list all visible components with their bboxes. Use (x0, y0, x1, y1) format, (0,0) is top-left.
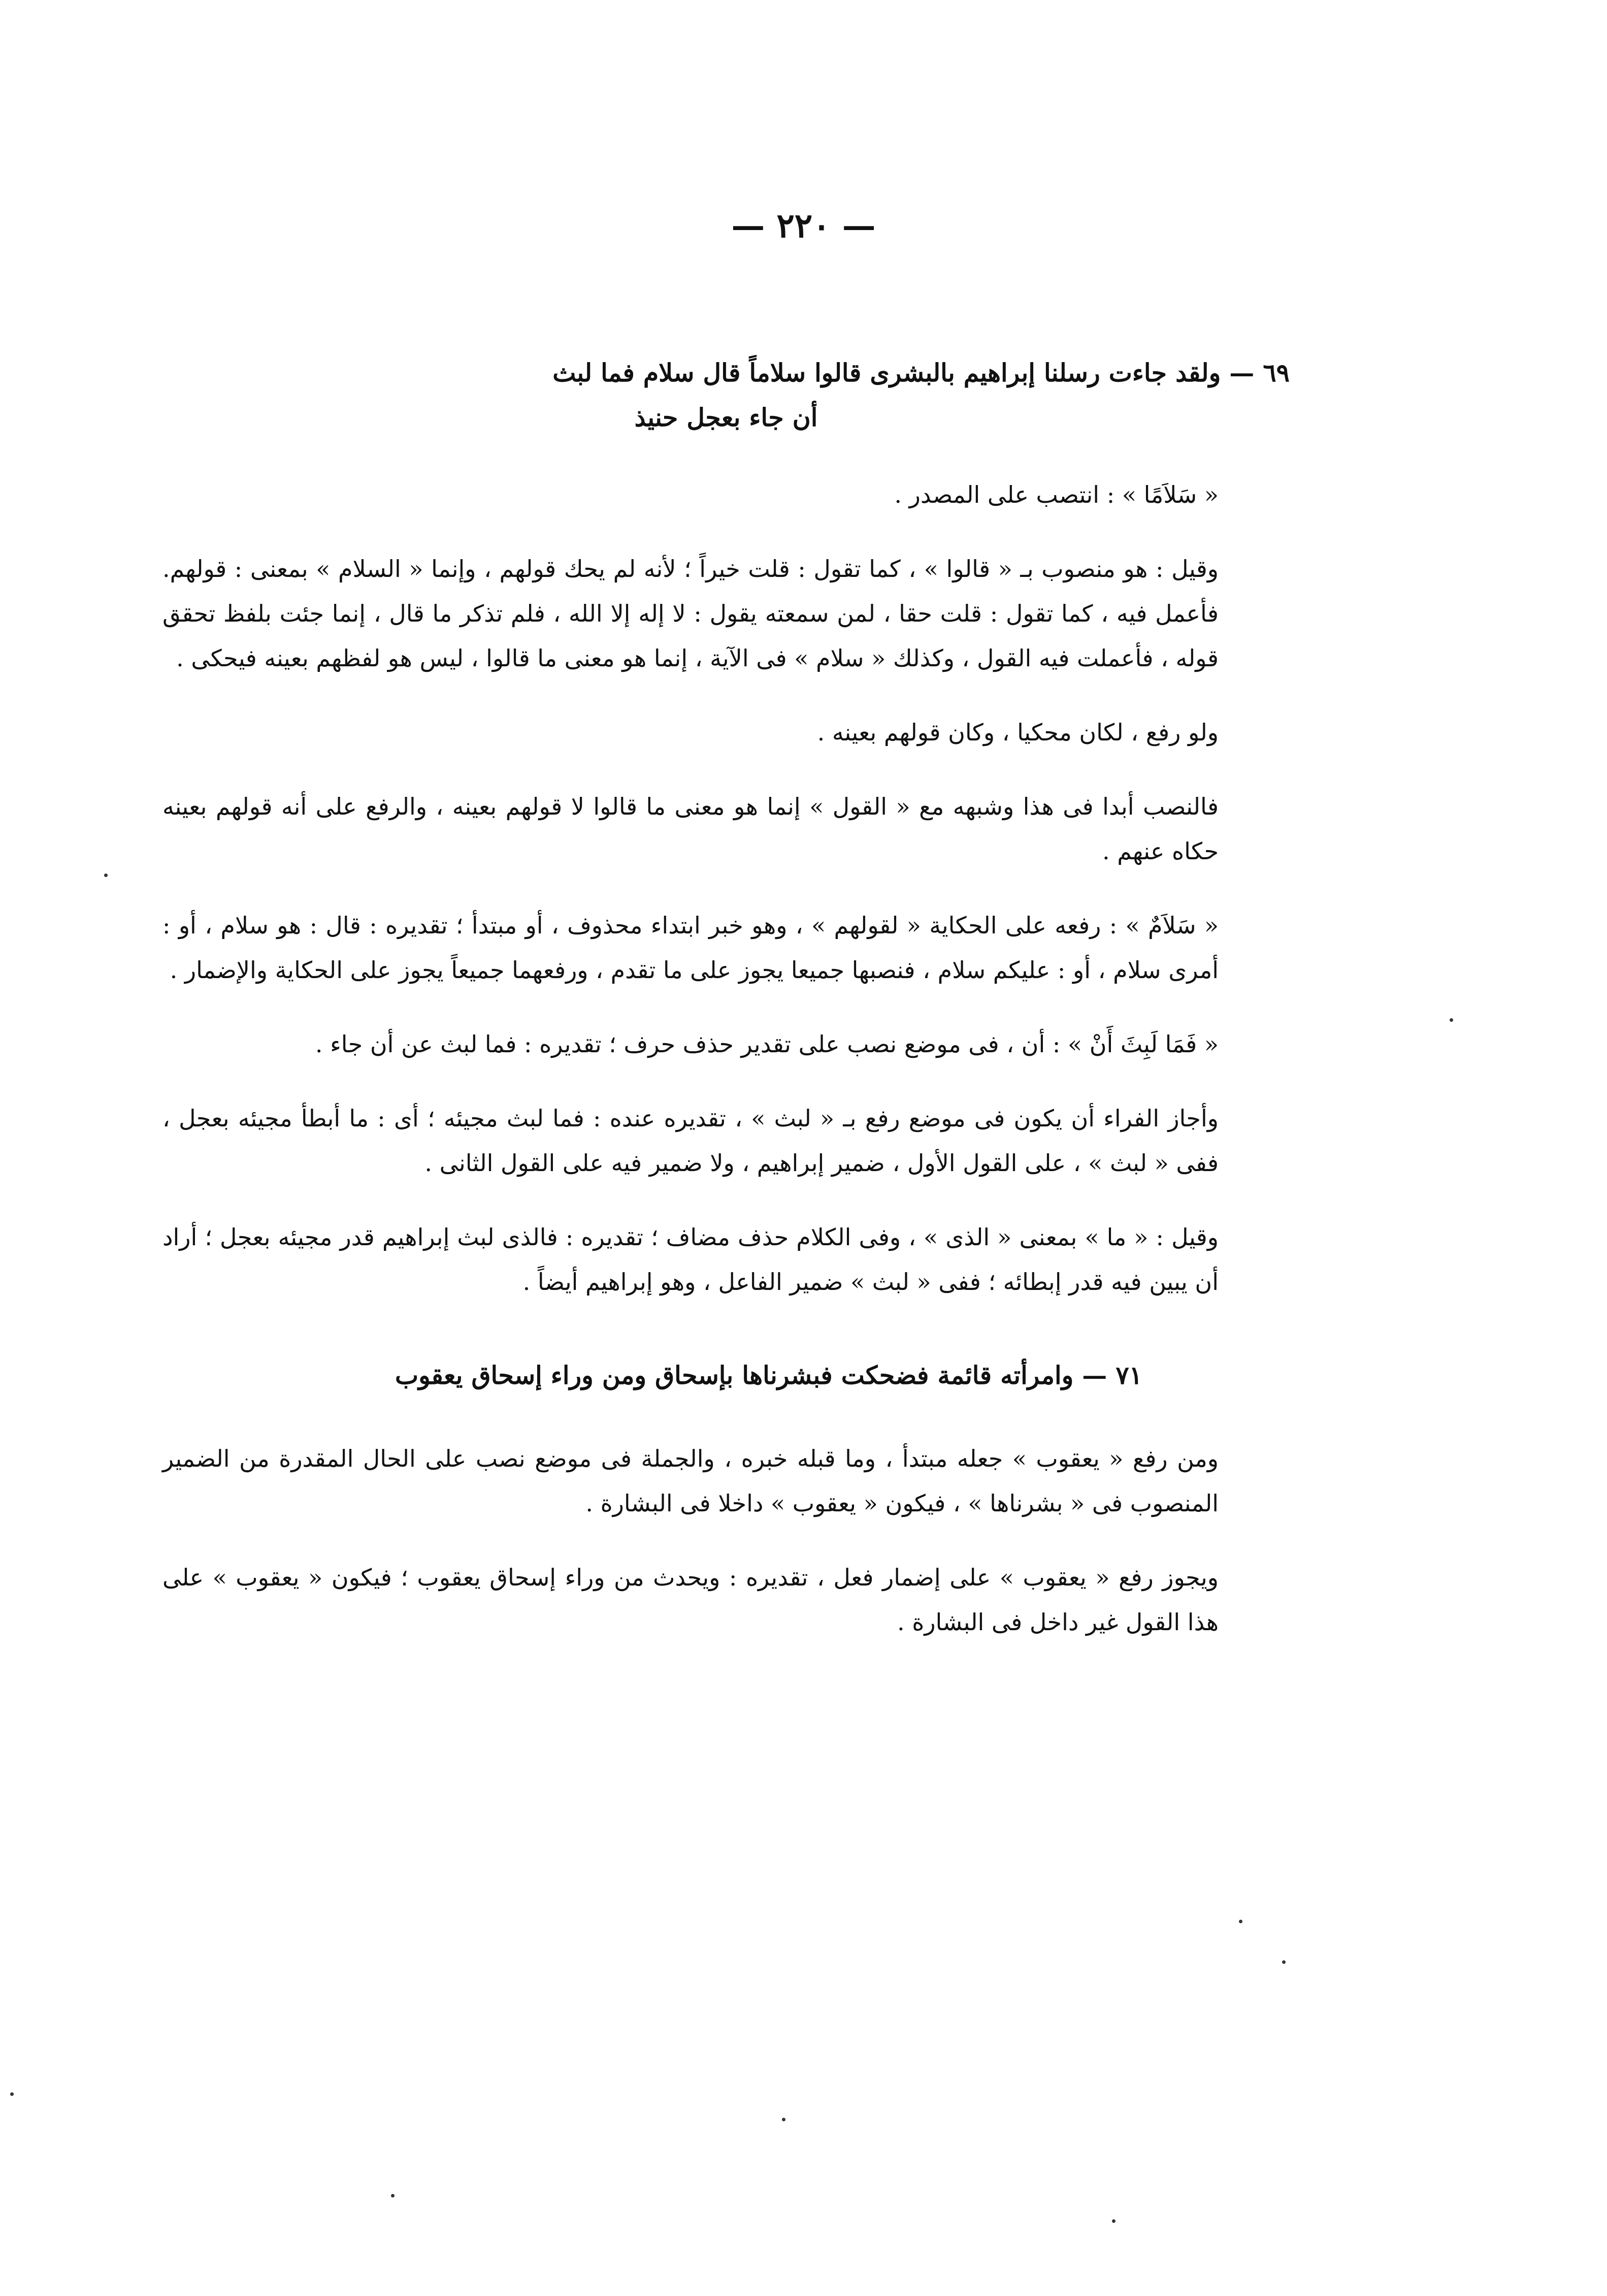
page-body (162, 350, 1295, 1674)
verse-71-line1: ٧١ — وامرأته قائمة فضحكت فبشرناها بإسحاق ومن وراء إسحاق يعقوب (395, 1361, 1142, 1390)
verse-71 (162, 1353, 1295, 1398)
paragraph: ويجوز رفع « يعقوب » على إضمار فعل ، تقديره : ويحدث من وراء إسحاق يعقوب ؛ فيكون « يعقوب » على هذا القول غير داخل فى البشارة . (162, 1564, 1219, 1636)
verse-69-line2: أن جاء بعجل حنيذ (634, 403, 818, 432)
paragraph: وقيل : هو منصوب بـ « قالوا » ، كما تقول : قلت خيراً ؛ لأنه لم يحك قولهم ، وإنما « السلام » بمعنى : قولهم. فأعمل فيه ، كما تقول : قلت حقا ، لمن سمعته يقول : لا إله إلا الله ، فلم تذكر ما قال ، إنما جئت بلفظ تحقق قوله ، فأعملت فيه القول ، وكذلك « سلام » فى الآية ، إنما هو معنى ما قالوا ، ليس هو لفظهم بعينه فيحكى . (162, 555, 1219, 672)
paragraph: ولو رفع ، لكان محكيا ، وكان قولهم بعينه . (817, 719, 1219, 746)
verse-69-line1: ٦٩ — ولقد جاءت رسلنا إبراهيم بالبشرى قالوا سلاماً قال سلام فما لبث (552, 358, 1290, 387)
scan-speck (104, 874, 108, 877)
scan-speck (1112, 2219, 1116, 2223)
paragraph: فالنصب أبدا فى هذا وشبهه مع « القول » إنما هو معنى ما قالوا لا قولهم بعينه ، والرفع على أنه قولهم بعينه حكاه عنهم . (162, 793, 1219, 865)
paragraph: ومن رفع « يعقوب » جعله مبتدأ ، وما قبله خبره ، والجملة فى موضع نصب على الحال المقدرة من الضمير المنصوب فى « بشرناها » ، فيكون « يعقوب » داخلا فى البشارة . (162, 1445, 1219, 1517)
scan-speck (391, 2194, 395, 2197)
scan-speck (782, 2118, 785, 2121)
scan-speck (1450, 1018, 1453, 1022)
scan-speck (1282, 1960, 1286, 1964)
page-number: — ٢٢٠ — (731, 206, 876, 245)
scan-speck (10, 2092, 14, 2096)
scan-speck (1239, 1920, 1242, 1923)
paragraph: وأجاز الفراء أن يكون فى موضع رفع بـ « لبث » ، تقديره عنده : فما لبث مجيئه ؛ أى : ما أبطأ مجيئه بعجل ، ففى « لبث » ، على القول الأول ، ضمير إبراهيم ، ولا ضمير فيه على القول الثانى . (162, 1105, 1219, 1177)
paragraph: وقيل : « ما » بمعنى « الذى » ، وفى الكلام حذف مضاف ؛ تقديره : فالذى لبث إبراهيم قدر مجيئه بعجل ؛ أراد أن يبين فيه قدر إبطائه ؛ ففى « لبث » ضمير الفاعل ، وهو إبراهيم أيضاً . (162, 1223, 1219, 1296)
verse-69 (162, 350, 1295, 440)
paragraph: « سَلاَمٌ » : رفعه على الحكاية « لقولهم » ، وهو خبر ابتداء محذوف ، أو مبتدأ ؛ تقديره : قال : هو سلام ، أو : أمرى سلام ، أو : عليكم سلام ، فنصبها جميعا يجوز على ما تقدم ، ورفعهما جميعاً يجوز على الحكاية والإضمار . (162, 912, 1219, 984)
paragraph: « فَمَا لَبِثَ أَنْ » : أن ، فى موضع نصب على تقدير حذف حرف ؛ تقديره : فما لبث عن أن جاء . (315, 1030, 1219, 1058)
paragraph: « سَلاَمًا » : انتصب على المصدر . (894, 481, 1219, 508)
